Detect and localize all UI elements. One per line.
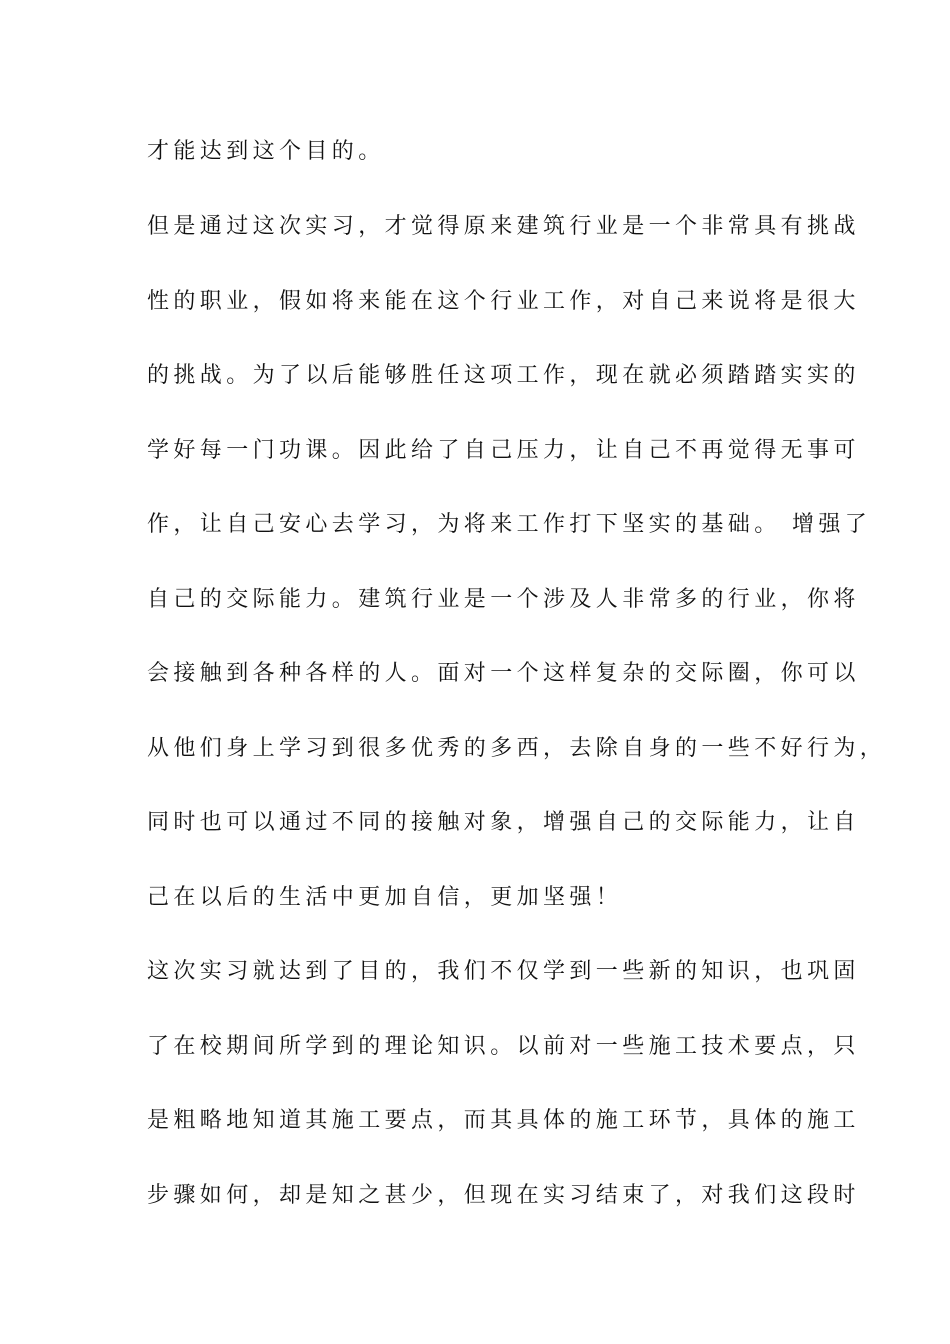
text-line: 这次实习就达到了目的，我们不仅学到一些新的知识，也巩固 [147,959,860,984]
text-line: 才能达到这个目的。 [147,139,385,164]
text-line: 的挑战。为了以后能够胜任这项工作，现在就必须踏踏实实的 [147,363,860,388]
text-line: 同时也可以通过不同的接触对象，增强自己的交际能力，让自 [147,810,860,835]
text-line: 作，让自己安心去学习，为将来工作打下坚实的基础。 增强了 [147,512,872,537]
text-line: 性的职业，假如将来能在这个行业工作，对自己来说将是很大 [147,289,860,314]
text-line: 己在以后的生活中更加自信，更加坚强！ [147,885,623,910]
text-line: 了在校期间所学到的理论知识。以前对一些施工技术要点，只 [147,1034,860,1059]
text-line: 自己的交际能力。建筑行业是一个涉及人非常多的行业，你将 [147,587,860,612]
text-line: 是粗略地知道其施工要点，而其具体的施工环节，具体的施工 [147,1108,860,1133]
text-line: 会接触到各种各样的人。面对一个这样复杂的交际圈，你可以 [147,661,860,686]
text-line: 从他们身上学习到很多优秀的多西，去除自身的一些不好行为， [147,736,887,761]
text-line: 步骤如何，却是知之甚少，但现在实习结束了，对我们这段时 [147,1183,860,1208]
text-line: 但是通过这次实习，才觉得原来建筑行业是一个非常具有挑战 [147,214,860,239]
text-line: 学好每一门功课。因此给了自己压力，让自己不再觉得无事可 [147,438,860,463]
